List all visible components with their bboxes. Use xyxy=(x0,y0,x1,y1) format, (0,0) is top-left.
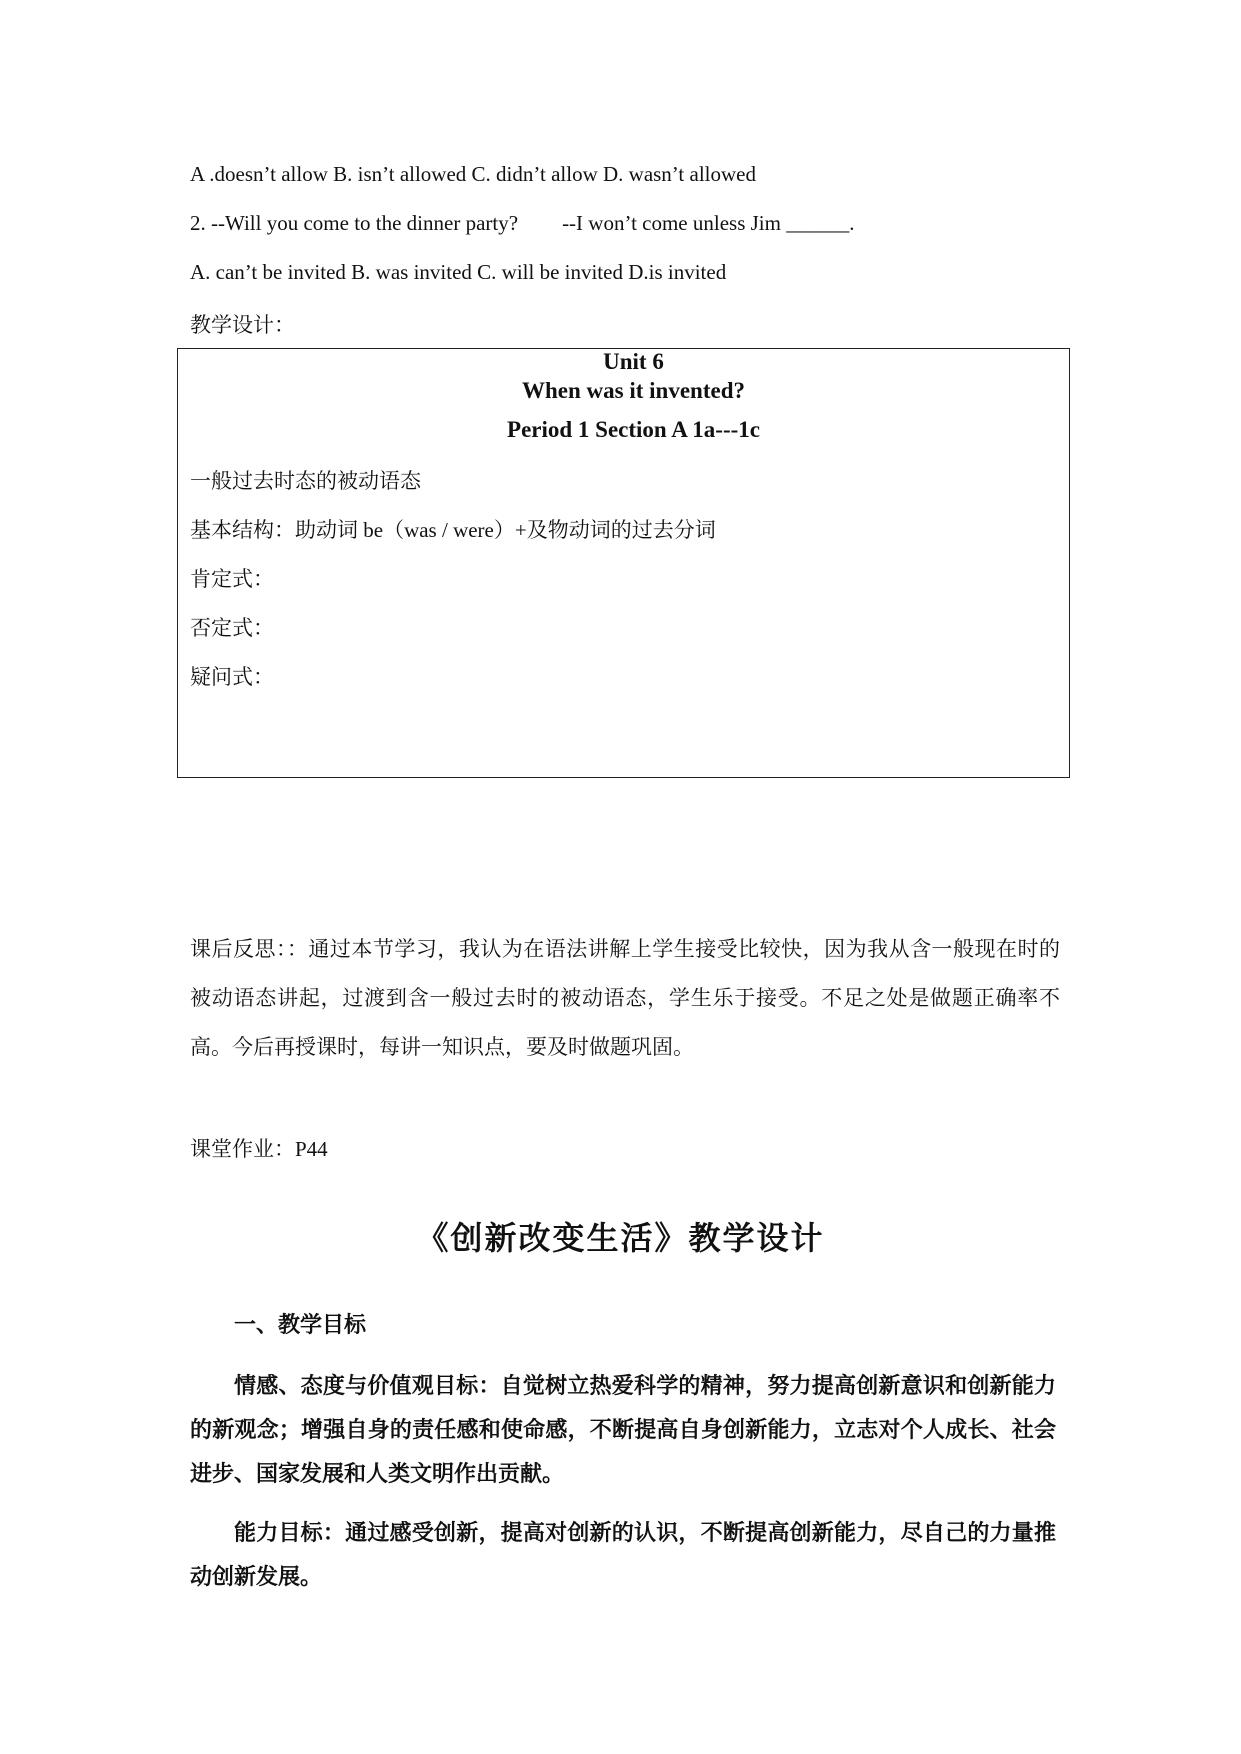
unit-title: Unit 6 xyxy=(603,349,664,374)
exercise-options-1: A .doesn’t allow B. isn’t allowed C. didn’t allow D. wasn’t allowed xyxy=(190,162,756,186)
affirmative-form: 肯定式： xyxy=(190,567,274,591)
reflection-paragraph: 课后反思：：通过本节学习，我认为在语法讲解上学生接受比较快，因为我从含一般现在时的被动语态讲起，过渡到含一般过去时的被动语态，学生乐于接受。不足之处是做题正确率不高。今后再授课时，每讲一知识点，要及时做题巩固。 xyxy=(190,937,1060,1059)
interrogative-form: 疑问式： xyxy=(190,665,274,689)
section-title: 《创新改变生活》教学设计 xyxy=(416,1219,825,1257)
exercise-options-2: A. can’t be invited B. was invited C. will be invited D.is invited xyxy=(190,260,727,284)
unit-question: When was it invented? xyxy=(522,378,745,403)
negative-form: 否定式： xyxy=(190,616,274,640)
question-2-ask: 2. --Will you come to the dinner party? xyxy=(190,211,519,235)
exercise-question-2 xyxy=(190,211,854,236)
homework: 课堂作业：P44 xyxy=(190,1137,328,1161)
design-label: 教学设计： xyxy=(190,313,295,337)
basic-structure: 基本结构：助动词 be（was / were）+及物动词的过去分词 xyxy=(190,518,716,542)
ability-goal-paragraph: 能力目标：通过感受创新，提高对创新的认识，不断提高创新能力，尽自己的力量推动创新发展。 xyxy=(190,1520,1056,1590)
emotion-goal-paragraph: 情感、态度与价值观目标：自觉树立热爱科学的精神，努力提高创新意识和创新能力的新观念；增强自身的责任感和使命感，不断提高自身创新能力，立志对个人成长、社会进步、国家发展和人类文明作出贡献。 xyxy=(190,1373,1056,1487)
teaching-design-box xyxy=(177,348,1070,778)
question-2-answer: --I won’t come unless Jim ______. xyxy=(562,211,855,235)
goals-heading: 一、教学目标 xyxy=(234,1312,367,1338)
period-section: Period 1 Section A 1a---1c xyxy=(507,417,760,442)
grammar-topic: 一般过去时态的被动语态 xyxy=(190,469,421,493)
